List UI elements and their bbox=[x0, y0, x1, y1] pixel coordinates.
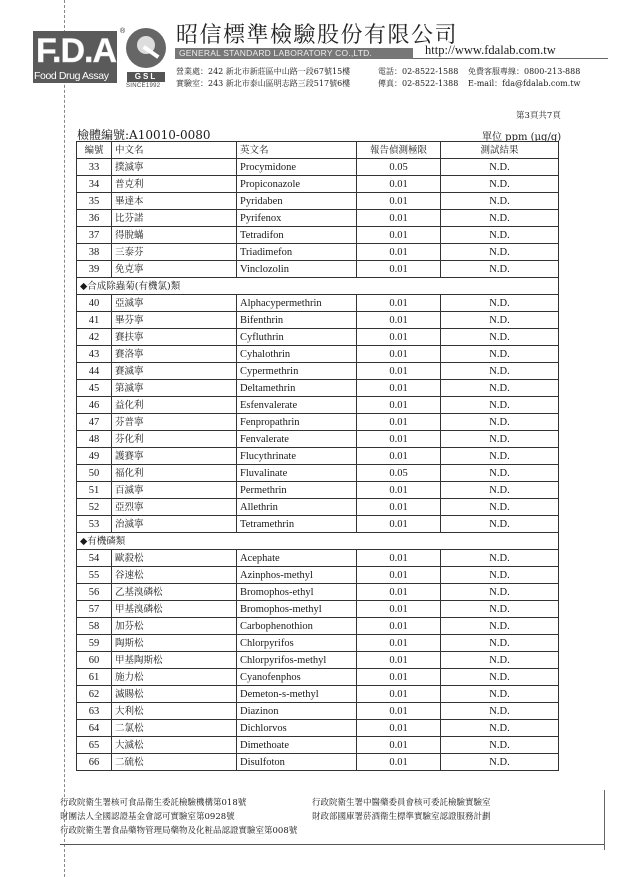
cell-result: N.D. bbox=[441, 176, 559, 193]
column-header-en-name: 英文名 bbox=[237, 142, 357, 159]
fax: 傳真：02-8522-1388 bbox=[378, 79, 459, 88]
table-row bbox=[77, 550, 559, 567]
cell-en-name: Chlorpyrifos-methyl bbox=[237, 652, 357, 669]
cell-en-name: Pyridaben bbox=[237, 193, 357, 210]
cell-limit: 0.01 bbox=[357, 227, 441, 244]
cell-result: N.D. bbox=[441, 431, 559, 448]
cell-limit: 0.01 bbox=[357, 703, 441, 720]
table-row bbox=[77, 601, 559, 618]
cell-zh-name: 撲滅寧 bbox=[112, 159, 237, 176]
table-row bbox=[77, 380, 559, 397]
cell-en-name: Fenvalerate bbox=[237, 431, 357, 448]
cell-zh-name: 甲基陶斯松 bbox=[112, 652, 237, 669]
cell-no: 50 bbox=[77, 465, 112, 482]
column-header-zh-name: 中文名 bbox=[112, 142, 237, 159]
cell-en-name: Triadimefon bbox=[237, 244, 357, 261]
cell-limit: 0.01 bbox=[357, 346, 441, 363]
cell-no: 38 bbox=[77, 244, 112, 261]
results-table bbox=[76, 141, 559, 771]
cell-result: N.D. bbox=[441, 465, 559, 482]
fda-logo-text: F.D.A bbox=[36, 32, 116, 70]
column-header-no: 編號 bbox=[77, 142, 112, 159]
company-name-en: GENERAL STANDARD LABORATORY CO.,LTD. bbox=[175, 48, 413, 59]
table-row bbox=[77, 737, 559, 754]
cell-no: 51 bbox=[77, 482, 112, 499]
cell-limit: 0.01 bbox=[357, 550, 441, 567]
table-row bbox=[77, 210, 559, 227]
cell-result: N.D. bbox=[441, 652, 559, 669]
cell-en-name: Alphacypermethrin bbox=[237, 295, 357, 312]
cell-limit: 0.01 bbox=[357, 176, 441, 193]
cell-zh-name: 普克利 bbox=[112, 176, 237, 193]
column-header-limit: 報告偵測極限 bbox=[357, 142, 441, 159]
cell-en-name: Tetradifon bbox=[237, 227, 357, 244]
cell-limit: 0.01 bbox=[357, 448, 441, 465]
cell-en-name: Carbophenothion bbox=[237, 618, 357, 635]
cell-limit: 0.01 bbox=[357, 618, 441, 635]
cell-limit: 0.01 bbox=[357, 414, 441, 431]
cell-en-name: Cyhalothrin bbox=[237, 346, 357, 363]
cell-no: 57 bbox=[77, 601, 112, 618]
cell-no: 48 bbox=[77, 431, 112, 448]
cell-result: N.D. bbox=[441, 754, 559, 771]
cell-en-name: Deltamethrin bbox=[237, 380, 357, 397]
footer-cert-2-right: 財政部國庫署菸酒衛生標準實驗室認證服務計劃 bbox=[312, 812, 491, 822]
cell-zh-name: 益化利 bbox=[112, 397, 237, 414]
cell-limit: 0.01 bbox=[357, 295, 441, 312]
table-row bbox=[77, 227, 559, 244]
table-row bbox=[77, 652, 559, 669]
cell-result: N.D. bbox=[441, 669, 559, 686]
cell-zh-name: 乙基溴磷松 bbox=[112, 584, 237, 601]
table-row bbox=[77, 159, 559, 176]
cell-limit: 0.05 bbox=[357, 159, 441, 176]
cell-no: 54 bbox=[77, 550, 112, 567]
section-label: ◆合成除蟲菊(有機氯)類 bbox=[77, 278, 559, 295]
cell-zh-name: 加芬松 bbox=[112, 618, 237, 635]
cell-no: 59 bbox=[77, 635, 112, 652]
table-row bbox=[77, 482, 559, 499]
registered-mark-icon: ® bbox=[120, 28, 126, 35]
cell-en-name: Permethrin bbox=[237, 482, 357, 499]
cell-limit: 0.01 bbox=[357, 669, 441, 686]
cell-zh-name: 施力松 bbox=[112, 669, 237, 686]
table-body bbox=[77, 159, 559, 771]
cell-limit: 0.01 bbox=[357, 329, 441, 346]
table-row bbox=[77, 516, 559, 533]
cell-en-name: Fluvalinate bbox=[237, 465, 357, 482]
cell-limit: 0.01 bbox=[357, 584, 441, 601]
cell-result: N.D. bbox=[441, 516, 559, 533]
cell-no: 66 bbox=[77, 754, 112, 771]
cell-en-name: Allethrin bbox=[237, 499, 357, 516]
cell-en-name: Bromophos-ethyl bbox=[237, 584, 357, 601]
binding-margin-line bbox=[64, 0, 65, 877]
cell-result: N.D. bbox=[441, 193, 559, 210]
cell-no: 60 bbox=[77, 652, 112, 669]
cell-en-name: Fenpropathrin bbox=[237, 414, 357, 431]
cell-no: 53 bbox=[77, 516, 112, 533]
gsl-logo-label: GSL bbox=[127, 72, 165, 82]
company-url[interactable]: http://www.fdalab.com.tw bbox=[425, 43, 556, 57]
table-row bbox=[77, 703, 559, 720]
cell-en-name: Cyanofenphos bbox=[237, 669, 357, 686]
footer-cert-3: 行政院衛生署食品藥物管理局藥物及化粧品認證實驗室第008號 bbox=[60, 826, 298, 836]
cell-no: 35 bbox=[77, 193, 112, 210]
page-indicator: 第3頁共7頁 bbox=[516, 111, 561, 121]
cell-result: N.D. bbox=[441, 499, 559, 516]
hotline: 免費客服專線：0800-213-888 bbox=[468, 67, 581, 76]
table-row bbox=[77, 686, 559, 703]
cell-result: N.D. bbox=[441, 227, 559, 244]
footer-divider bbox=[60, 844, 605, 845]
cell-no: 55 bbox=[77, 567, 112, 584]
cell-no: 63 bbox=[77, 703, 112, 720]
cell-no: 34 bbox=[77, 176, 112, 193]
header-divider bbox=[413, 58, 608, 59]
table-row bbox=[77, 635, 559, 652]
cell-no: 58 bbox=[77, 618, 112, 635]
cell-en-name: Flucythrinate bbox=[237, 448, 357, 465]
cell-zh-name: 滅賜松 bbox=[112, 686, 237, 703]
table-row bbox=[77, 499, 559, 516]
cell-en-name: Esfenvalerate bbox=[237, 397, 357, 414]
cell-limit: 0.01 bbox=[357, 499, 441, 516]
table-row bbox=[77, 176, 559, 193]
cell-result: N.D. bbox=[441, 363, 559, 380]
cell-zh-name: 治滅寧 bbox=[112, 516, 237, 533]
cell-en-name: Cypermethrin bbox=[237, 363, 357, 380]
cell-no: 65 bbox=[77, 737, 112, 754]
cell-no: 52 bbox=[77, 499, 112, 516]
cell-result: N.D. bbox=[441, 210, 559, 227]
cell-limit: 0.01 bbox=[357, 635, 441, 652]
cell-zh-name: 免克寧 bbox=[112, 261, 237, 278]
cell-result: N.D. bbox=[441, 737, 559, 754]
cell-no: 56 bbox=[77, 584, 112, 601]
table-header-row bbox=[77, 142, 559, 159]
cell-result: N.D. bbox=[441, 584, 559, 601]
table-row bbox=[77, 584, 559, 601]
cell-result: N.D. bbox=[441, 686, 559, 703]
cell-en-name: Chlorpyrifos bbox=[237, 635, 357, 652]
company-name-zh: 昭信標準檢驗股份有限公司 bbox=[176, 23, 459, 48]
table-row bbox=[77, 465, 559, 482]
fda-logo bbox=[33, 31, 117, 83]
table-row bbox=[77, 567, 559, 584]
cell-en-name: Bromophos-methyl bbox=[237, 601, 357, 618]
table-row bbox=[77, 669, 559, 686]
cell-limit: 0.01 bbox=[357, 720, 441, 737]
cell-en-name: Vinclozolin bbox=[237, 261, 357, 278]
cell-zh-name: 三泰芬 bbox=[112, 244, 237, 261]
cell-no: 44 bbox=[77, 363, 112, 380]
cell-zh-name: 大滅松 bbox=[112, 737, 237, 754]
table-row bbox=[77, 363, 559, 380]
cell-limit: 0.01 bbox=[357, 380, 441, 397]
cell-zh-name: 畢達本 bbox=[112, 193, 237, 210]
cell-limit: 0.01 bbox=[357, 737, 441, 754]
cell-zh-name: 賽滅寧 bbox=[112, 363, 237, 380]
cell-no: 49 bbox=[77, 448, 112, 465]
cell-no: 62 bbox=[77, 686, 112, 703]
cell-zh-name: 芬化利 bbox=[112, 431, 237, 448]
sample-id: 檢體編號:A10010-0080 bbox=[77, 128, 211, 142]
table-row bbox=[77, 397, 559, 414]
cell-result: N.D. bbox=[441, 295, 559, 312]
cell-result: N.D. bbox=[441, 346, 559, 363]
cell-result: N.D. bbox=[441, 312, 559, 329]
phone: 電話：02-8522-1588 bbox=[378, 67, 459, 76]
cell-zh-name: 芬普寧 bbox=[112, 414, 237, 431]
cell-no: 61 bbox=[77, 669, 112, 686]
cell-en-name: Azinphos-methyl bbox=[237, 567, 357, 584]
table-row bbox=[77, 431, 559, 448]
cell-result: N.D. bbox=[441, 244, 559, 261]
cell-zh-name: 大利松 bbox=[112, 703, 237, 720]
cell-limit: 0.01 bbox=[357, 754, 441, 771]
footer-cert-1-right: 行政院衛生署中醫藥委員會核可委託檢驗實驗室 bbox=[312, 798, 491, 808]
cell-zh-name: 谷速松 bbox=[112, 567, 237, 584]
cell-result: N.D. bbox=[441, 703, 559, 720]
table-row bbox=[77, 754, 559, 771]
cell-zh-name: 賽扶寧 bbox=[112, 329, 237, 346]
cell-result: N.D. bbox=[441, 618, 559, 635]
cell-en-name: Cyfluthrin bbox=[237, 329, 357, 346]
cell-zh-name: 賽洛寧 bbox=[112, 346, 237, 363]
cell-limit: 0.01 bbox=[357, 431, 441, 448]
table-row bbox=[77, 448, 559, 465]
cell-result: N.D. bbox=[441, 414, 559, 431]
column-header-result: 測試結果 bbox=[441, 142, 559, 159]
cell-zh-name: 二氯松 bbox=[112, 720, 237, 737]
cell-zh-name: 畢芬寧 bbox=[112, 312, 237, 329]
cell-result: N.D. bbox=[441, 567, 559, 584]
cell-result: N.D. bbox=[441, 720, 559, 737]
fda-logo-subtitle: Food Drug Assay bbox=[34, 70, 109, 82]
cell-zh-name: 甲基溴磷松 bbox=[112, 601, 237, 618]
cell-limit: 0.01 bbox=[357, 210, 441, 227]
cell-no: 43 bbox=[77, 346, 112, 363]
cell-zh-name: 比芬諾 bbox=[112, 210, 237, 227]
table-row bbox=[77, 193, 559, 210]
table-row bbox=[77, 346, 559, 363]
table-row bbox=[77, 720, 559, 737]
unit-label: 單位 ppm (μg/g) bbox=[482, 132, 562, 143]
cell-en-name: Tetramethrin bbox=[237, 516, 357, 533]
cell-result: N.D. bbox=[441, 550, 559, 567]
table-row bbox=[77, 312, 559, 329]
cell-no: 39 bbox=[77, 261, 112, 278]
office-address: 營業處：242 新北市新莊區中山路一段67號15樓 bbox=[176, 67, 351, 76]
cell-zh-name: 陶斯松 bbox=[112, 635, 237, 652]
table-row bbox=[77, 414, 559, 431]
table-row bbox=[77, 261, 559, 278]
table-row bbox=[77, 329, 559, 346]
cell-limit: 0.01 bbox=[357, 312, 441, 329]
cell-en-name: Procymidone bbox=[237, 159, 357, 176]
cell-zh-name: 得脫蟎 bbox=[112, 227, 237, 244]
email[interactable]: E-mail：fda@fdalab.com.tw bbox=[468, 79, 581, 88]
lab-address: 實驗室：243 新北市泰山區明志路三段517號6樓 bbox=[176, 79, 351, 88]
table-row bbox=[77, 295, 559, 312]
cell-en-name: Diazinon bbox=[237, 703, 357, 720]
section-row bbox=[77, 533, 559, 550]
cell-result: N.D. bbox=[441, 397, 559, 414]
cell-result: N.D. bbox=[441, 635, 559, 652]
cell-limit: 0.01 bbox=[357, 193, 441, 210]
cell-result: N.D. bbox=[441, 380, 559, 397]
cell-no: 42 bbox=[77, 329, 112, 346]
section-label: ◆有機磷類 bbox=[77, 533, 559, 550]
cell-no: 46 bbox=[77, 397, 112, 414]
cell-en-name: Acephate bbox=[237, 550, 357, 567]
cell-en-name: Dichlorvos bbox=[237, 720, 357, 737]
cell-no: 41 bbox=[77, 312, 112, 329]
cell-limit: 0.01 bbox=[357, 567, 441, 584]
cell-no: 45 bbox=[77, 380, 112, 397]
cell-zh-name: 百滅寧 bbox=[112, 482, 237, 499]
cell-en-name: Propiconazole bbox=[237, 176, 357, 193]
cell-result: N.D. bbox=[441, 482, 559, 499]
table-row bbox=[77, 618, 559, 635]
cell-limit: 0.01 bbox=[357, 601, 441, 618]
cell-result: N.D. bbox=[441, 261, 559, 278]
cell-result: N.D. bbox=[441, 448, 559, 465]
cell-result: N.D. bbox=[441, 159, 559, 176]
gsl-logo-icon bbox=[126, 28, 166, 68]
cell-en-name: Pyrifenox bbox=[237, 210, 357, 227]
cell-no: 33 bbox=[77, 159, 112, 176]
cell-limit: 0.01 bbox=[357, 244, 441, 261]
cell-limit: 0.05 bbox=[357, 465, 441, 482]
cell-no: 64 bbox=[77, 720, 112, 737]
cell-en-name: Demeton-s-methyl bbox=[237, 686, 357, 703]
cell-zh-name: 福化利 bbox=[112, 465, 237, 482]
cell-zh-name: 歐殺松 bbox=[112, 550, 237, 567]
footer-cert-2-left: 財團法人全國認證基金會認可實驗室第0928號 bbox=[60, 812, 235, 822]
cell-no: 36 bbox=[77, 210, 112, 227]
footer-cert-1-left: 行政院衛生署核可食品衛生委託檢驗機構第018號 bbox=[60, 798, 247, 808]
cell-limit: 0.01 bbox=[357, 261, 441, 278]
cell-no: 37 bbox=[77, 227, 112, 244]
cell-zh-name: 第滅寧 bbox=[112, 380, 237, 397]
section-row bbox=[77, 278, 559, 295]
cell-zh-name: 亞烈寧 bbox=[112, 499, 237, 516]
since-label: SINCE1992 bbox=[126, 83, 161, 89]
footer-edge-line bbox=[604, 790, 605, 850]
cell-zh-name: 亞滅寧 bbox=[112, 295, 237, 312]
cell-no: 40 bbox=[77, 295, 112, 312]
cell-limit: 0.01 bbox=[357, 397, 441, 414]
table-row bbox=[77, 244, 559, 261]
cell-limit: 0.01 bbox=[357, 652, 441, 669]
cell-zh-name: 護賽寧 bbox=[112, 448, 237, 465]
cell-limit: 0.01 bbox=[357, 482, 441, 499]
cell-result: N.D. bbox=[441, 329, 559, 346]
cell-zh-name: 二硫松 bbox=[112, 754, 237, 771]
cell-limit: 0.01 bbox=[357, 516, 441, 533]
cell-en-name: Dimethoate bbox=[237, 737, 357, 754]
cell-no: 47 bbox=[77, 414, 112, 431]
cell-en-name: Disulfoton bbox=[237, 754, 357, 771]
cell-result: N.D. bbox=[441, 601, 559, 618]
cell-limit: 0.01 bbox=[357, 363, 441, 380]
cell-limit: 0.01 bbox=[357, 686, 441, 703]
cell-en-name: Bifenthrin bbox=[237, 312, 357, 329]
